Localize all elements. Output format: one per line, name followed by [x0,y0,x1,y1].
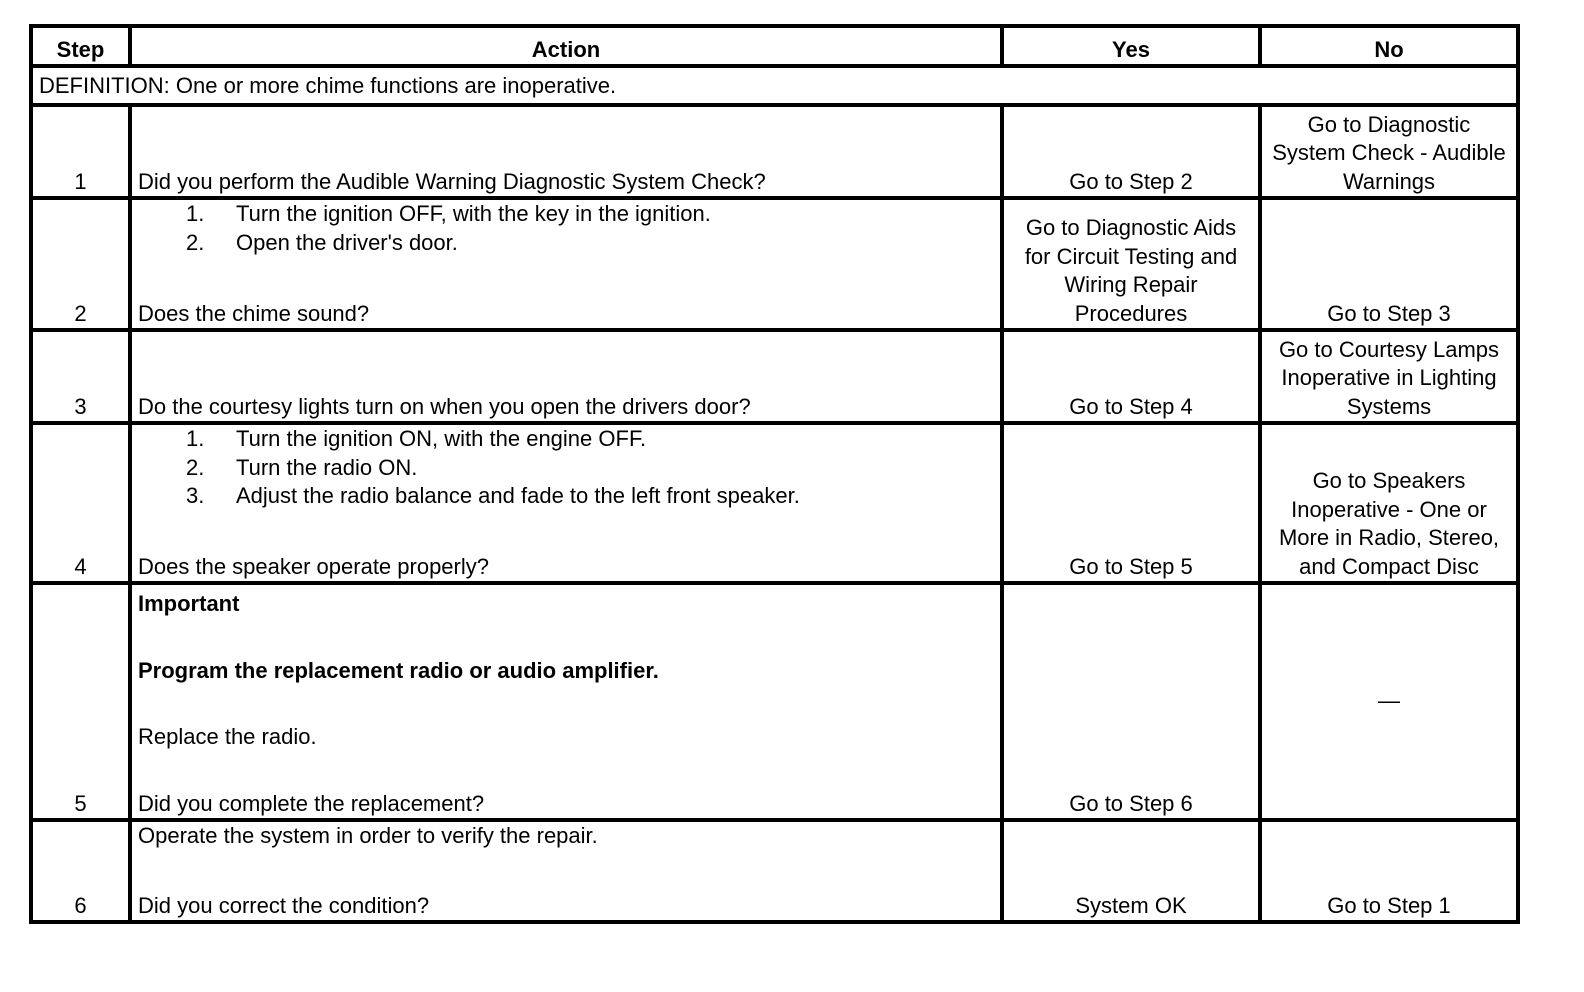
important-heading: Important [138,591,240,616]
no-link[interactable]: Go to Speakers Inoperative - One or More in Radio, Stereo, and Compact Disc [1260,423,1518,583]
action-instruction: Replace the radio. [138,724,317,749]
step-number: 6 [31,820,130,922]
list-item: 2. Turn the radio ON. [186,454,418,480]
action-instruction: Operate the system in order to verify the repair. [138,823,598,848]
table-row [31,423,1518,583]
action-question: Does the chime sound? [138,300,370,326]
header-row [31,26,1518,66]
action-cell [130,423,1002,583]
header-step: Step [31,26,130,66]
definition-row [31,66,1518,105]
step-number: 1 [31,105,130,198]
definition-text: DEFINITION: One or more chime functions are inoperative. [31,66,1518,105]
action-question: Does the speaker operate properly? [138,553,489,579]
diagnostic-table [29,24,1520,924]
step-number: 5 [31,583,130,820]
important-note: Program the replacement radio or audio amplifier. [138,657,659,683]
action-question: Did you correct the condition? [138,892,430,918]
no-value: — [1260,583,1518,820]
no-link[interactable]: Go to Step 1 [1260,820,1518,922]
yes-link[interactable]: Go to Step 4 [1002,330,1260,423]
header-yes: Yes [1002,26,1260,66]
action-cell [130,583,1002,820]
action-list [138,200,994,257]
no-link[interactable]: Go to Step 3 [1260,198,1518,330]
header-action: Action [130,26,1002,66]
action-cell [130,198,1002,330]
list-item: 3. Adjust the radio balance and fade to the left front speaker. [186,483,800,508]
action-question: Did you complete the replacement? [138,790,485,816]
header-no: No [1260,26,1518,66]
list-item: 1. Turn the ignition ON, with the engine OFF. [186,426,647,451]
action-list [138,425,994,511]
action-text: Did you perform the Audible Warning Diagnostic System Check? [138,168,766,194]
table-row [31,583,1518,820]
yes-value: System OK [1002,820,1260,922]
no-link[interactable]: Go to Diagnostic System Check - Audible Warnings [1260,105,1518,198]
yes-link[interactable]: Go to Diagnostic Aids for Circuit Testing and Wiring Repair Procedures [1002,198,1260,330]
table-row [31,330,1518,423]
action-cell [130,330,1002,423]
table-row [31,820,1518,922]
no-link[interactable]: Go to Courtesy Lamps Inoperative in Lighting Systems [1260,330,1518,423]
yes-link[interactable]: Go to Step 5 [1002,423,1260,583]
yes-link[interactable]: Go to Step 2 [1002,105,1260,198]
action-cell [130,820,1002,922]
action-text: Do the courtesy lights turn on when you open the drivers door? [138,393,751,419]
list-item: 2. Open the driver's door. [186,229,458,255]
step-number: 4 [31,423,130,583]
yes-link[interactable]: Go to Step 6 [1002,583,1260,820]
list-item: 1. Turn the ignition OFF, with the key in the ignition. [186,201,711,226]
table-row [31,105,1518,198]
step-number: 3 [31,330,130,423]
table-row [31,198,1518,330]
step-number: 2 [31,198,130,330]
action-cell [130,105,1002,198]
